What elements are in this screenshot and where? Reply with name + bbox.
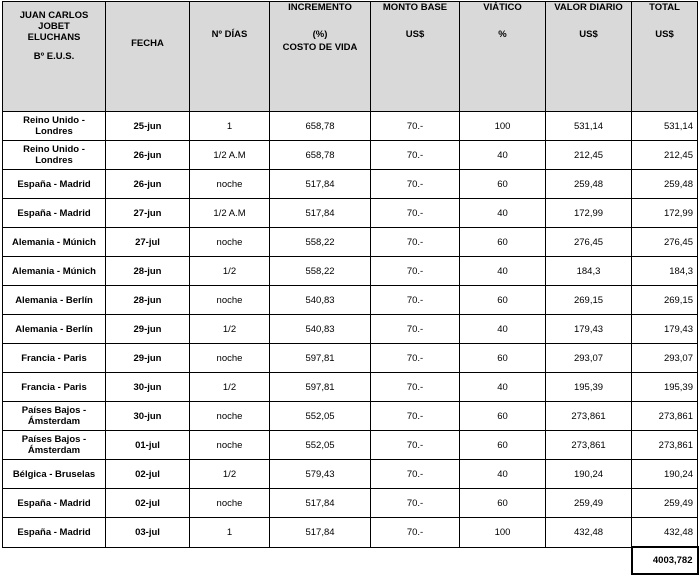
table-row	[3, 257, 698, 286]
cell-date: 28-jun	[106, 257, 190, 286]
cell-daily: 273,861	[546, 402, 632, 431]
header-incremento	[270, 2, 371, 112]
cell-days: 1/2 A.M	[190, 141, 270, 170]
table-row	[3, 199, 698, 228]
cell-increment: 597,81	[270, 344, 371, 373]
cell-increment: 517,84	[270, 170, 371, 199]
cell-date: 03-jul	[106, 518, 190, 548]
cell-increment: 517,84	[270, 489, 371, 518]
cell-total: 184,3	[632, 257, 698, 286]
cell-days: 1/2	[190, 460, 270, 489]
cell-viatico: 60	[460, 489, 546, 518]
cell-total: 432,48	[632, 518, 698, 548]
cell-increment: 540,83	[270, 286, 371, 315]
spreadsheet	[2, 1, 699, 575]
cell-daily: 269,15	[546, 286, 632, 315]
header-valor-l1: VALOR DIARIO	[554, 2, 623, 13]
cell-base: 70.-	[371, 431, 460, 460]
cell-total: 269,15	[632, 286, 698, 315]
cell-base: 70.-	[371, 518, 460, 548]
cell-viatico: 40	[460, 460, 546, 489]
cell-increment: 517,84	[270, 199, 371, 228]
cell-daily: 259,49	[546, 489, 632, 518]
cell-base: 70.-	[371, 489, 460, 518]
cell-viatico: 60	[460, 170, 546, 199]
cell-base: 70.-	[371, 402, 460, 431]
cell-viatico: 60	[460, 431, 546, 460]
cell-place: Bélgica - Bruselas	[3, 460, 106, 489]
header-viatico-l1: VIÁTICO	[483, 2, 522, 13]
cell-place: España - Madrid	[3, 489, 106, 518]
cell-days: noche	[190, 286, 270, 315]
cell-date: 26-jun	[106, 170, 190, 199]
cell-total: 195,39	[632, 373, 698, 402]
cell-viatico: 40	[460, 373, 546, 402]
cell-total: 259,48	[632, 170, 698, 199]
cell-viatico: 40	[460, 199, 546, 228]
cell-total: 276,45	[632, 228, 698, 257]
cell-place: Alemania - Berlín	[3, 315, 106, 344]
cell-total: 172,99	[632, 199, 698, 228]
table-row	[3, 460, 698, 489]
cell-total: 293,07	[632, 344, 698, 373]
cell-days: noche	[190, 170, 270, 199]
cell-daily: 531,14	[546, 112, 632, 141]
cell-viatico: 40	[460, 257, 546, 286]
header-incremento-l3: COSTO DE VIDA	[282, 42, 358, 53]
cell-date: 02-jul	[106, 489, 190, 518]
cell-days: noche	[190, 344, 270, 373]
table-row	[3, 489, 698, 518]
header-row	[3, 2, 698, 112]
cell-viatico: 40	[460, 315, 546, 344]
cell-base: 70.-	[371, 199, 460, 228]
header-name-line2: ELUCHANS	[27, 32, 81, 43]
table-row	[3, 286, 698, 315]
cell-date: 02-jul	[106, 460, 190, 489]
header-incremento-l2: (%)	[312, 29, 328, 40]
header-total-l2: US$	[655, 29, 674, 40]
cell-date: 30-jun	[106, 373, 190, 402]
header-viatico	[460, 2, 546, 112]
table-row	[3, 228, 698, 257]
cell-daily: 276,45	[546, 228, 632, 257]
cell-base: 70.-	[371, 344, 460, 373]
header-valor	[546, 2, 632, 112]
cell-viatico: 40	[460, 141, 546, 170]
cell-base: 70.-	[371, 170, 460, 199]
cell-daily: 212,45	[546, 141, 632, 170]
sum-row	[3, 547, 698, 574]
cell-increment: 579,43	[270, 460, 371, 489]
cell-daily: 190,24	[546, 460, 632, 489]
cell-increment: 540,83	[270, 315, 371, 344]
cell-total: 273,861	[632, 402, 698, 431]
cell-place: España - Madrid	[3, 170, 106, 199]
cell-increment: 558,22	[270, 228, 371, 257]
cell-daily: 179,43	[546, 315, 632, 344]
per-diem-table	[2, 1, 699, 575]
table-row	[3, 315, 698, 344]
cell-daily: 184,3	[546, 257, 632, 286]
table-row	[3, 170, 698, 199]
cell-date: 01-jul	[106, 431, 190, 460]
cell-total: 531,14	[632, 112, 698, 141]
cell-increment: 558,22	[270, 257, 371, 286]
header-fecha: FECHA	[106, 2, 190, 112]
header-name	[3, 2, 106, 112]
cell-viatico: 100	[460, 518, 546, 548]
table-row	[3, 112, 698, 141]
cell-viatico: 60	[460, 344, 546, 373]
header-incremento-l1: INCREMENTO	[288, 2, 352, 13]
cell-days: noche	[190, 431, 270, 460]
table-row	[3, 344, 698, 373]
header-monto-l2: US$	[405, 29, 425, 40]
cell-date: 25-jun	[106, 112, 190, 141]
cell-base: 70.-	[371, 112, 460, 141]
table-row	[3, 402, 698, 431]
cell-base: 70.-	[371, 286, 460, 315]
cell-date: 30-jun	[106, 402, 190, 431]
table-row	[3, 373, 698, 402]
cell-days: 1/2	[190, 373, 270, 402]
header-name-line1: JUAN CARLOS JOBET	[19, 10, 89, 32]
cell-increment: 552,05	[270, 431, 371, 460]
cell-place: España - Madrid	[3, 518, 106, 548]
cell-viatico: 60	[460, 402, 546, 431]
table-row	[3, 431, 698, 460]
cell-place: Países Bajos - Ámsterdam	[3, 402, 106, 431]
cell-date: 27-jun	[106, 199, 190, 228]
cell-daily: 432,48	[546, 518, 632, 548]
header-total	[632, 2, 698, 112]
cell-increment: 552,05	[270, 402, 371, 431]
table-row	[3, 518, 698, 548]
cell-daily: 293,07	[546, 344, 632, 373]
cell-date: 27-jul	[106, 228, 190, 257]
cell-date: 28-jun	[106, 286, 190, 315]
cell-place: Alemania - Múnich	[3, 257, 106, 286]
cell-place: Países Bajos - Ámsterdam	[3, 431, 106, 460]
header-viatico-l2: %	[498, 29, 507, 40]
cell-total: 259,49	[632, 489, 698, 518]
cell-daily: 172,99	[546, 199, 632, 228]
cell-date: 29-jun	[106, 315, 190, 344]
cell-daily: 259,48	[546, 170, 632, 199]
cell-increment: 597,81	[270, 373, 371, 402]
cell-place: Francia - Paris	[3, 373, 106, 402]
cell-days: 1/2	[190, 315, 270, 344]
header-name-line3: Bº E.U.S.	[33, 51, 75, 62]
cell-days: 1/2	[190, 257, 270, 286]
header-dias: Nº DÍAS	[190, 2, 270, 112]
cell-days: noche	[190, 489, 270, 518]
cell-days: noche	[190, 228, 270, 257]
cell-viatico: 60	[460, 228, 546, 257]
cell-base: 70.-	[371, 257, 460, 286]
header-valor-l2: US$	[579, 29, 598, 40]
cell-place: Reino Unido - Londres	[3, 141, 106, 170]
cell-base: 70.-	[371, 373, 460, 402]
cell-days: 1	[190, 112, 270, 141]
cell-increment: 517,84	[270, 518, 371, 548]
cell-viatico: 100	[460, 112, 546, 141]
sum-spacer	[3, 547, 632, 574]
cell-date: 29-jun	[106, 344, 190, 373]
header-total-l1: TOTAL	[649, 2, 680, 13]
cell-days: 1/2 A.M	[190, 199, 270, 228]
cell-base: 70.-	[371, 315, 460, 344]
header-monto-l1: MONTO BASE	[382, 2, 448, 13]
cell-date: 26-jun	[106, 141, 190, 170]
cell-place: Alemania - Múnich	[3, 228, 106, 257]
cell-daily: 273,861	[546, 431, 632, 460]
cell-total: 212,45	[632, 141, 698, 170]
cell-daily: 195,39	[546, 373, 632, 402]
table-row	[3, 141, 698, 170]
cell-place: Reino Unido - Londres	[3, 112, 106, 141]
cell-days: noche	[190, 402, 270, 431]
cell-total: 190,24	[632, 460, 698, 489]
cell-base: 70.-	[371, 228, 460, 257]
cell-place: Francia - Paris	[3, 344, 106, 373]
cell-days: 1	[190, 518, 270, 548]
cell-total: 179,43	[632, 315, 698, 344]
cell-base: 70.-	[371, 460, 460, 489]
header-monto	[371, 2, 460, 112]
cell-place: Alemania - Berlín	[3, 286, 106, 315]
cell-viatico: 60	[460, 286, 546, 315]
table-body	[3, 112, 698, 548]
cell-total: 273,861	[632, 431, 698, 460]
cell-increment: 658,78	[270, 112, 371, 141]
cell-base: 70.-	[371, 141, 460, 170]
cell-increment: 658,78	[270, 141, 371, 170]
cell-place: España - Madrid	[3, 199, 106, 228]
grand-total-cell: 4003,782	[632, 547, 698, 574]
